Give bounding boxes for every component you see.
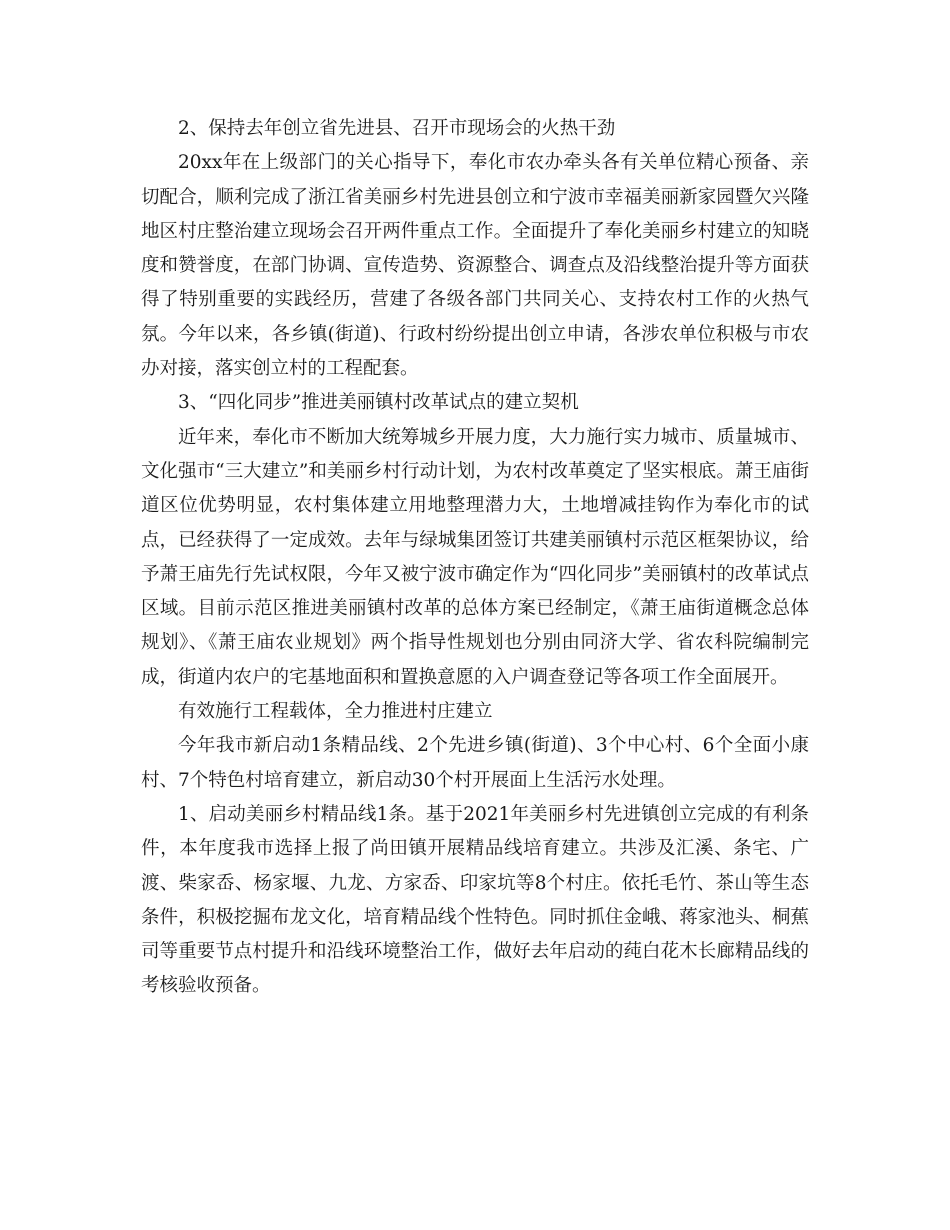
paragraph-heading: 3、“四化同步”推进美丽镇村改革试点的建立契机 — [178, 392, 579, 414]
paragraph: 1、启动美丽乡村精品线1条。基于2021年美丽乡村先进镇创立完成的有利条件，本年度我市选择上报了尚田镇开展精品线培育建立。共涉及汇溪、条宅、广渡、柴家岙、杨家堰、九龙、方家岙、印家坑等8个村庄。依托毛竹、茶山等生态条件，积极挖掘布龙文化，培育精品线个性特色。同时抓住金峨、蒋家池头、桐蕉司等重要节点村提升和沿线环境整治工作，做好去年启动的莼白花木长廊精品线的考核验收预备。 — [141, 803, 809, 997]
paragraph: 20xx年在上级部门的关心指导下，奉化市农办牵头各有关单位精心预备、亲切配合，顺利完成了浙江省美丽乡村先进县创立和宁波市幸福美丽新家园暨欠兴隆地区村庄整治建立现场会召开两件重点工作。全面提升了奉化美丽乡村建立的知晓度和赞誉度，在部门协调、宣传造势、资源整合、调查点及沿线整治提升等方面获得了特别重要的实践经历，营建了各级各部门共同关心、支持农村工作的火热气氛。今年以来，各乡镇(街道)、行政村纷纷提出创立申请，各涉农单位积极与市农办对接，落实创立村的工程配套。 — [141, 152, 809, 380]
paragraph: 今年我市新启动1条精品线、2个先进乡镇(街道)、3个中心村、6个全面小康村、7个特色村培育建立，新启动30个村开展面上生活污水处理。 — [141, 735, 809, 791]
paragraph-heading: 2、保持去年创立省先进县、召开市现场会的火热干劲 — [178, 118, 616, 139]
paragraph-heading: 有效施行工程载体，全力推进村庄建立 — [178, 701, 493, 723]
paragraph: 近年来，奉化市不断加大统筹城乡开展力度，大力施行实力城市、质量城市、文化强市“三大建立”和美丽乡村行动计划，为农村改革奠定了坚实根底。萧王庙街道区位优势明显，农村集体建立用地整理潜力大，土地增减挂钩作为奉化市的试点，已经获得了一定成效。去年与绿城集团签订共建美丽镇村示范区框架协议，给予萧王庙先行先试权限，今年又被宁波市确定作为“四化同步”美丽镇村的改革试点区域。目前示范区推进美丽镇村改革的总体方案已经制定，《萧王庙街道概念总体规划》、《萧王庙农业规划》两个指导性规划也分别由同济大学、省农科院编制完成，街道内农户的宅基地面积和置换意愿的入户调查登记等各项工作全面展开。 — [141, 426, 809, 688]
document-body — [141, 112, 809, 1004]
